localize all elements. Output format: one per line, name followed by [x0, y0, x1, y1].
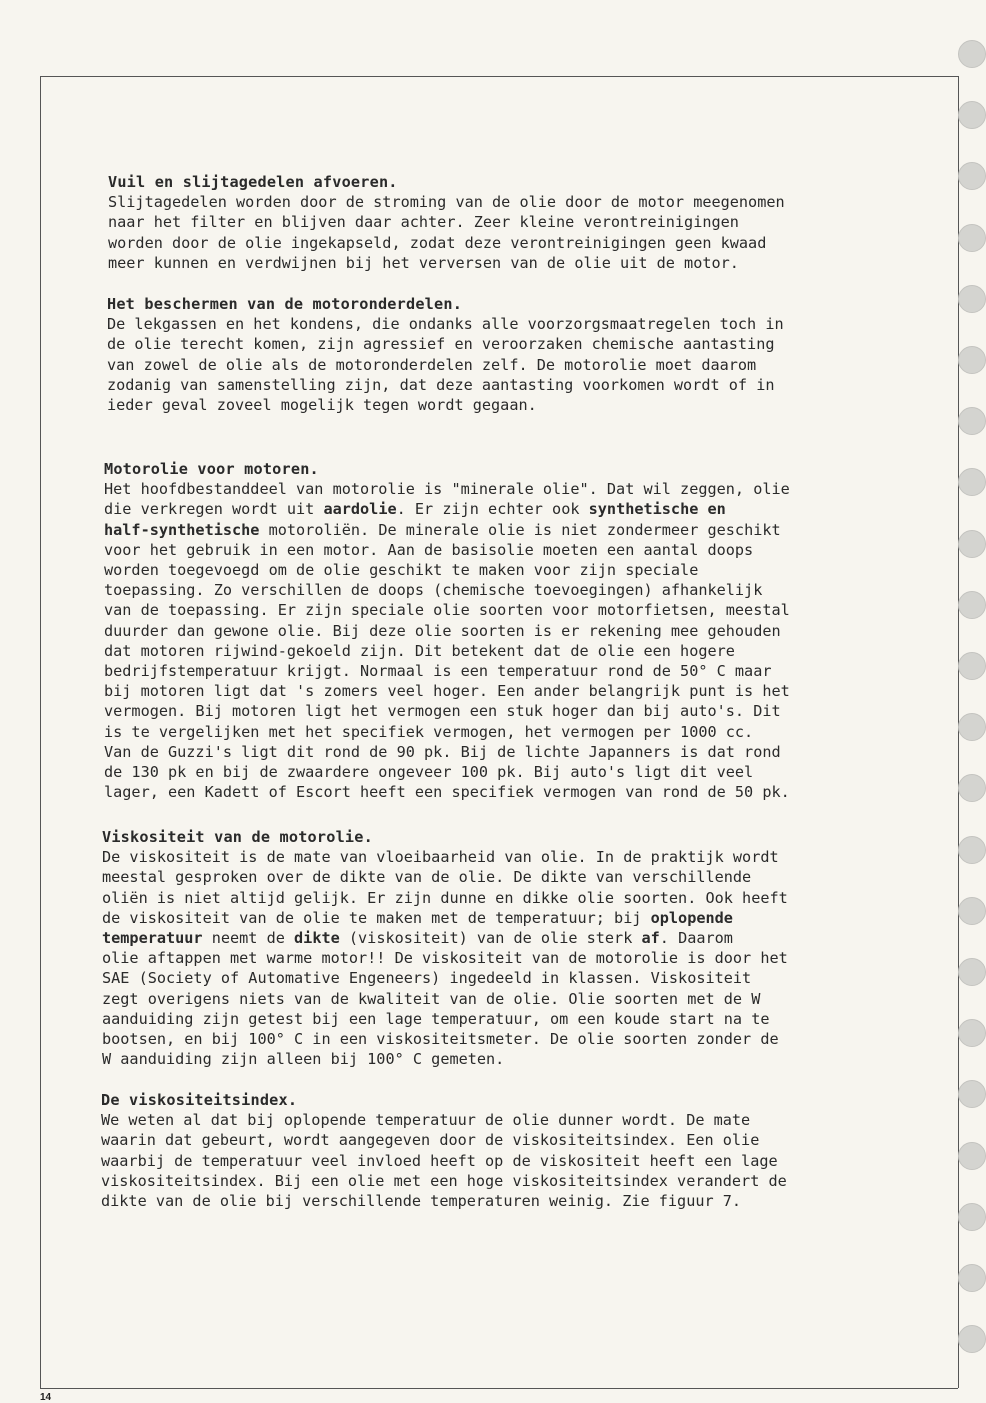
text-run: SAE (Society of Automative Engeneers) ingedeeld in klassen. Viskositeit [102, 969, 752, 988]
text-run: bootsen, en bij 100° C in een viskositeitsmeter. De olie soorten zonder de [102, 1030, 779, 1049]
section-heading: Viskositeit van de motorolie. [102, 828, 373, 846]
text-run: de olie terecht komen, zijn agressief en veroorzaken chemische aantasting [107, 335, 775, 354]
body-line [102, 888, 882, 908]
body-line [104, 681, 884, 701]
text-run: bij motoren ligt dat 's zomers veel hoger. Een ander belangrijk punt is het [104, 682, 790, 701]
body-line [104, 701, 884, 721]
body-line [104, 722, 884, 742]
text-run: Het hoofdbestanddeel van motorolie is "minerale olie". Dat wil zeggen, olie [104, 480, 790, 499]
body-line [108, 192, 888, 212]
body-line [102, 847, 882, 867]
text-run: . Er zijn echter ook [396, 500, 589, 519]
body-line [104, 520, 884, 540]
text-run: meer kunnen en verdwijnen bij het verversen van de olie uit de motor. [108, 253, 739, 272]
section-body [108, 192, 888, 273]
body-line [107, 314, 887, 334]
body-line [108, 212, 888, 232]
section-viskositeit [102, 827, 882, 1069]
text-run: voor het gebruik in een motor. Aan de basisolie moeten een aantal doops [104, 540, 754, 559]
section-beschermen [107, 294, 887, 415]
text-run: die verkregen wordt uit [104, 500, 324, 519]
bold-term: temperatuur [102, 929, 203, 948]
body-line [102, 1029, 882, 1049]
text-run: Van de Guzzi's ligt dit rond de 90 pk. Bij de lichte Japanners is dat rond [104, 742, 781, 761]
text-run: bedrijfstemperatuur krijgt. Normaal is een temperatuur rond de 50° C maar [104, 662, 772, 681]
text-run: toepassing. Zo verschillen de doops (chemische toevoegingen) afhankelijk [104, 581, 763, 600]
section-viskositeitsindex [101, 1090, 881, 1211]
bold-term: oplopende [650, 908, 733, 927]
body-line [108, 233, 888, 253]
body-line [101, 1151, 881, 1171]
section-heading: Motorolie voor motoren. [104, 460, 319, 478]
text-run: worden door de olie ingekapseld, zodat deze verontreinigingen geen kwaad [108, 233, 767, 252]
body-line [108, 253, 888, 273]
section-body [101, 1110, 881, 1211]
body-line [104, 580, 884, 600]
text-run: naar het filter en blijven daar achter. Zeer kleine verontreinigingen [108, 213, 739, 232]
bold-term: aardolie [323, 500, 397, 519]
body-line [101, 1191, 881, 1211]
text-run: lager, een Kadett of Escort heeft een specifiek vermogen van rond de 50 pk. [104, 783, 790, 802]
body-line [102, 1009, 882, 1029]
body-line [102, 908, 882, 928]
body-line [102, 968, 882, 988]
text-run: de viskositeit van de olie te maken met de temperatuur; bij [102, 908, 651, 927]
text-run: ieder geval zoveel mogelijk tegen wordt gegaan. [107, 396, 537, 415]
text-run: duurder dan gewone olie. Bij deze olie soorten is er rekening mee gehouden [104, 621, 781, 640]
body-line [107, 375, 887, 395]
text-run: olie aftappen met warme motor!! De viskositeit van de motorolie is door het [102, 949, 788, 968]
body-line [101, 1130, 881, 1150]
body-line [104, 600, 884, 620]
text-run: (viskositeit) van de olie sterk [339, 929, 642, 948]
text-run: We weten al dat bij oplopende temperatuur de olie dunner wordt. De mate [101, 1111, 751, 1130]
body-line [107, 355, 887, 375]
bold-term: synthetische en [588, 500, 726, 519]
text-run: van zowel de olie als de motoronderdelen zelf. De motorolie moet daarom [107, 355, 757, 374]
page-number: 14 [40, 1392, 52, 1403]
section-vuil [108, 172, 888, 273]
text-run: dat motoren rijwind-gekoeld zijn. Dit betekent dat de olie een hogere [104, 641, 735, 660]
bold-term: af [641, 929, 660, 948]
section-heading: Het beschermen van de motoronderdelen. [107, 295, 463, 313]
text-run: oliën is niet altijd gelijk. Er zijn dunne en dikke olie soorten. Ook heeft [102, 888, 788, 907]
bold-term: dikte [294, 929, 340, 948]
bold-term: half-synthetische [104, 520, 260, 539]
section-body [102, 847, 882, 1069]
section-body [107, 314, 887, 415]
text-run: aanduiding zijn getest bij een lage temperatuur, om een koude start na te [102, 1009, 770, 1028]
text-run: motoroliën. De minerale olie is niet zondermeer geschikt [259, 520, 781, 539]
text-run: De viskositeit is de mate van vloeibaarheid van olie. In de praktijk wordt [102, 848, 779, 867]
body-line [104, 762, 884, 782]
text-run: dikte van de olie bij verschillende temperaturen weinig. Zie figuur 7. [101, 1192, 742, 1211]
body-line [107, 395, 887, 415]
body-line [104, 641, 884, 661]
body-line [102, 989, 882, 1009]
text-run: W aanduiding zijn alleen bij 100° C gemeten. [102, 1050, 505, 1069]
body-line [102, 1049, 882, 1069]
section-heading: De viskositeitsindex. [101, 1091, 298, 1109]
body-line [104, 782, 884, 802]
text-run: zegt overigens niets van de kwaliteit van de olie. Olie soorten met de W [102, 989, 761, 1008]
text-run: meestal gesproken over de dikte van de olie. De dikte van verschillende [102, 868, 752, 887]
body-line [107, 334, 887, 354]
section-body [104, 479, 884, 802]
text-run: De lekgassen en het kondens, die ondanks alle voorzorgsmaatregelen toch in [107, 315, 784, 334]
text-run: is te vergelijken met het specifiek vermogen, het vermogen per 1000 cc. [104, 722, 754, 741]
body-line [101, 1171, 881, 1191]
text-run: waarbij de temperatuur veel invloed heeft op de viskositeit heeft een lage [101, 1151, 778, 1170]
section-heading: Vuil en slijtagedelen afvoeren. [108, 173, 398, 191]
body-line [104, 661, 884, 681]
body-line [104, 479, 884, 499]
text-run: vermogen. Bij motoren ligt het vermogen een stuk hoger dan bij auto's. Dit [104, 702, 781, 721]
text-run: worden toegevoegd om de olie geschikt te maken voor zijn speciale [104, 561, 699, 580]
section-motorolie [104, 459, 884, 802]
body-line [104, 742, 884, 762]
text-run: zodanig van samenstelling zijn, dat deze aantasting voorkomen wordt of in [107, 375, 775, 394]
text-run: de 130 pk en bij de zwaardere ongeveer 100 pk. Bij auto's ligt dit veel [104, 763, 754, 782]
body-line [104, 499, 884, 519]
text-run: Slijtagedelen worden door de stroming van de olie door de motor meegenomen [108, 193, 785, 212]
text-run: van de toepassing. Er zijn speciale olie soorten voor motorfietsen, meestal [104, 601, 790, 620]
text-run: neemt de [202, 929, 295, 948]
body-line [104, 560, 884, 580]
body-line [101, 1110, 881, 1130]
text-run: viskositeitsindex. Bij een olie met een hoge viskositeitsindex verandert de [101, 1171, 787, 1190]
body-line [102, 928, 882, 948]
body-line [104, 621, 884, 641]
body-line [104, 540, 884, 560]
body-line [102, 948, 882, 968]
text-run: waarin dat gebeurt, wordt aangegeven door de viskositeitsindex. Een olie [101, 1131, 760, 1150]
text-run: . Daarom [659, 929, 733, 948]
body-line [102, 867, 882, 887]
